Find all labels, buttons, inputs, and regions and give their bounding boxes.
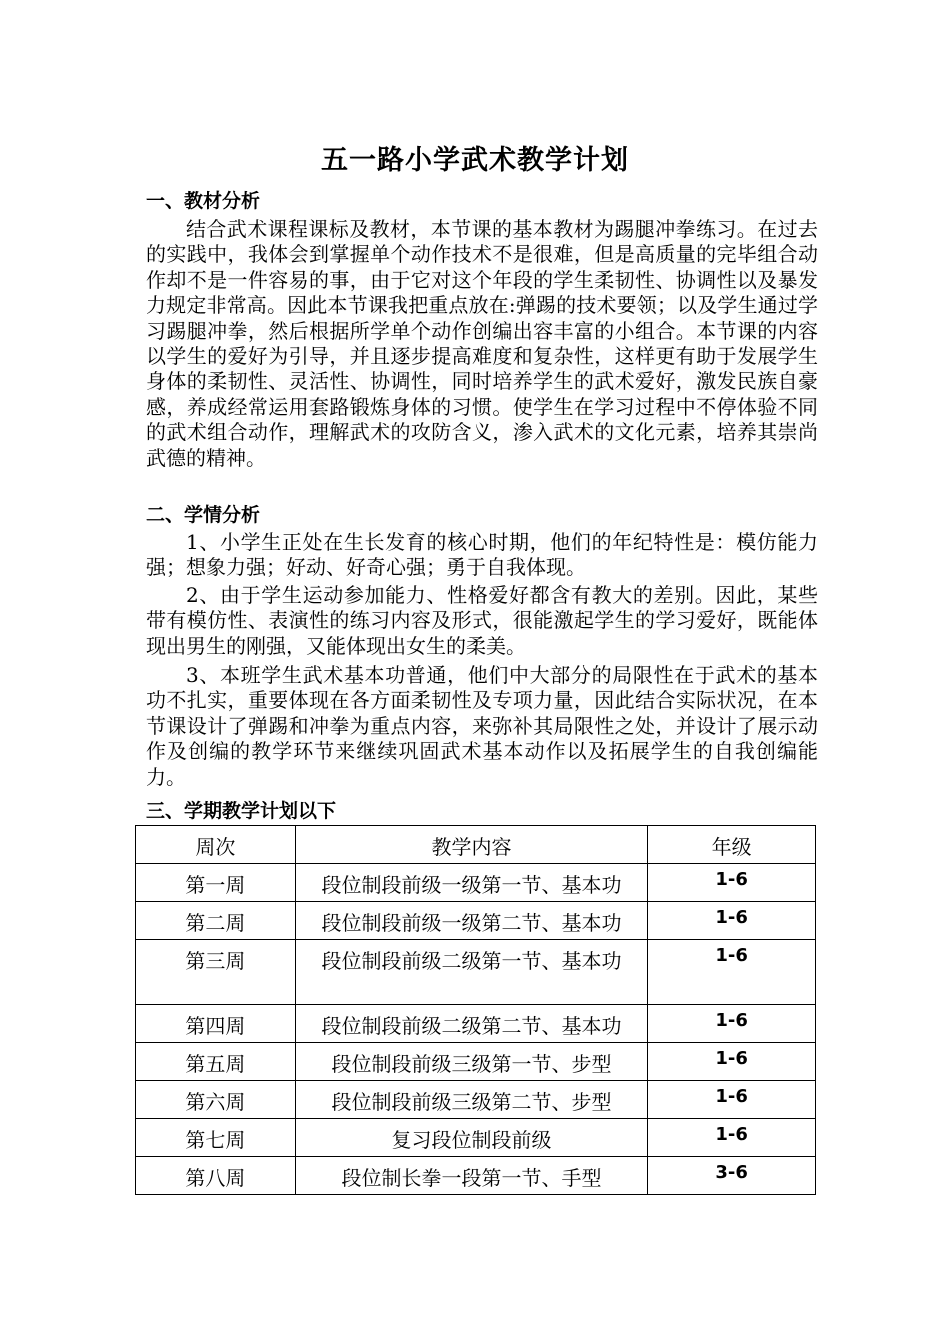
grade-cell: 1-6 [648,940,816,1005]
grade-cell: 1-6 [648,1005,816,1043]
paragraph-student-analysis-1: 1、小学生正处在生长发育的核心时期，他们的年纪特性是：模仿能力强；想象力强；好动、好奇心强；勇于自我体现。 [146,530,818,580]
grade-cell: 1-6 [648,1119,816,1157]
week-cell: 第八周 [136,1157,296,1195]
header-week: 周次 [136,826,296,864]
content-cell: 复习段位制段前级 [295,1119,647,1157]
table-row [136,940,816,1005]
content-cell: 段位制段前级三级第二节、步型 [295,1081,647,1119]
section-heading-material-analysis: 一、教材分析 [146,190,261,212]
table-row [136,1005,816,1043]
week-cell: 第四周 [136,1005,296,1043]
header-grade: 年级 [648,826,816,864]
table-row [136,1081,816,1119]
content-cell: 段位制段前级一级第一节、基本功 [295,864,647,902]
week-cell: 第五周 [136,1043,296,1081]
content-cell: 段位制段前级二级第二节、基本功 [295,1005,647,1043]
table-row [136,1119,816,1157]
week-cell: 第三周 [136,940,296,1005]
week-cell: 第一周 [136,864,296,902]
header-content: 教学内容 [295,826,647,864]
week-cell: 第七周 [136,1119,296,1157]
table-row [136,902,816,940]
table-row [136,1043,816,1081]
document-title: 五一路小学武术教学计划 [321,145,629,176]
section-heading-semester-plan: 三、学期教学计划以下 [146,800,337,822]
content-cell: 段位制长拳一段第一节、手型 [295,1157,647,1195]
paragraph-student-analysis-2: 2、由于学生运动参加能力、性格爱好都含有教大的差别。因此，某些带有模仿性、表演性的练习内容及形式，很能激起学生的学习爱好，既能体现出男生的刚强，又能体现出女生的柔美。 [146,583,818,658]
week-cell: 第二周 [136,902,296,940]
week-cell: 第六周 [136,1081,296,1119]
table-row [136,1157,816,1195]
table-row [136,864,816,902]
table-header-row [136,826,816,864]
semester-plan-table [135,825,816,1195]
grade-cell: 3-6 [648,1157,816,1195]
paragraph-material-analysis: 结合武术课程课标及教材，本节课的基本教材为踢腿冲拳练习。在过去的实践中，我体会到掌握单个动作技术不是很难，但是高质量的完毕组合动作却不是一件容易的事，由于它对这个年段的学生柔韧性、协调性以及暴发力规定非常高。因此本节课我把重点放在:弹踢的技术要领；以及学生通过学习踢腿冲拳，然后根据所学单个动作创编出容丰富的小组合。本节课的内容以学生的爱好为引导，并且逐步提高难度和复杂性，这样更有助于发展学生身体的柔韧性、灵活性、协调性，同时培养学生的武术爱好，激发民族自豪感，养成经常运用套路锻炼身体的习惯。使学生在学习过程中不停体验不同的武术组合动作，理解武术的攻防含义，渗入武术的文化元素，培养其崇尚武德的精神。 [146,217,818,470]
grade-cell: 1-6 [648,864,816,902]
grade-cell: 1-6 [648,902,816,940]
grade-cell: 1-6 [648,1081,816,1119]
content-cell: 段位制段前级二级第一节、基本功 [295,940,647,1005]
content-cell: 段位制段前级一级第二节、基本功 [295,902,647,940]
grade-cell: 1-6 [648,1043,816,1081]
paragraph-student-analysis-3: 3、本班学生武术基本功普通，他们中大部分的局限性在于武术的基本功不扎实，重要体现在各方面柔韧性及专项力量，因此结合实际状况，在本节课设计了弹踢和冲拳为重点内容，来弥补其局限性之处，并设计了展示动作及创编的教学环节来继续巩固武术基本动作以及拓展学生的自我创编能力。 [146,663,818,789]
content-cell: 段位制段前级三级第一节、步型 [295,1043,647,1081]
section-heading-student-analysis: 二、学情分析 [146,504,261,526]
